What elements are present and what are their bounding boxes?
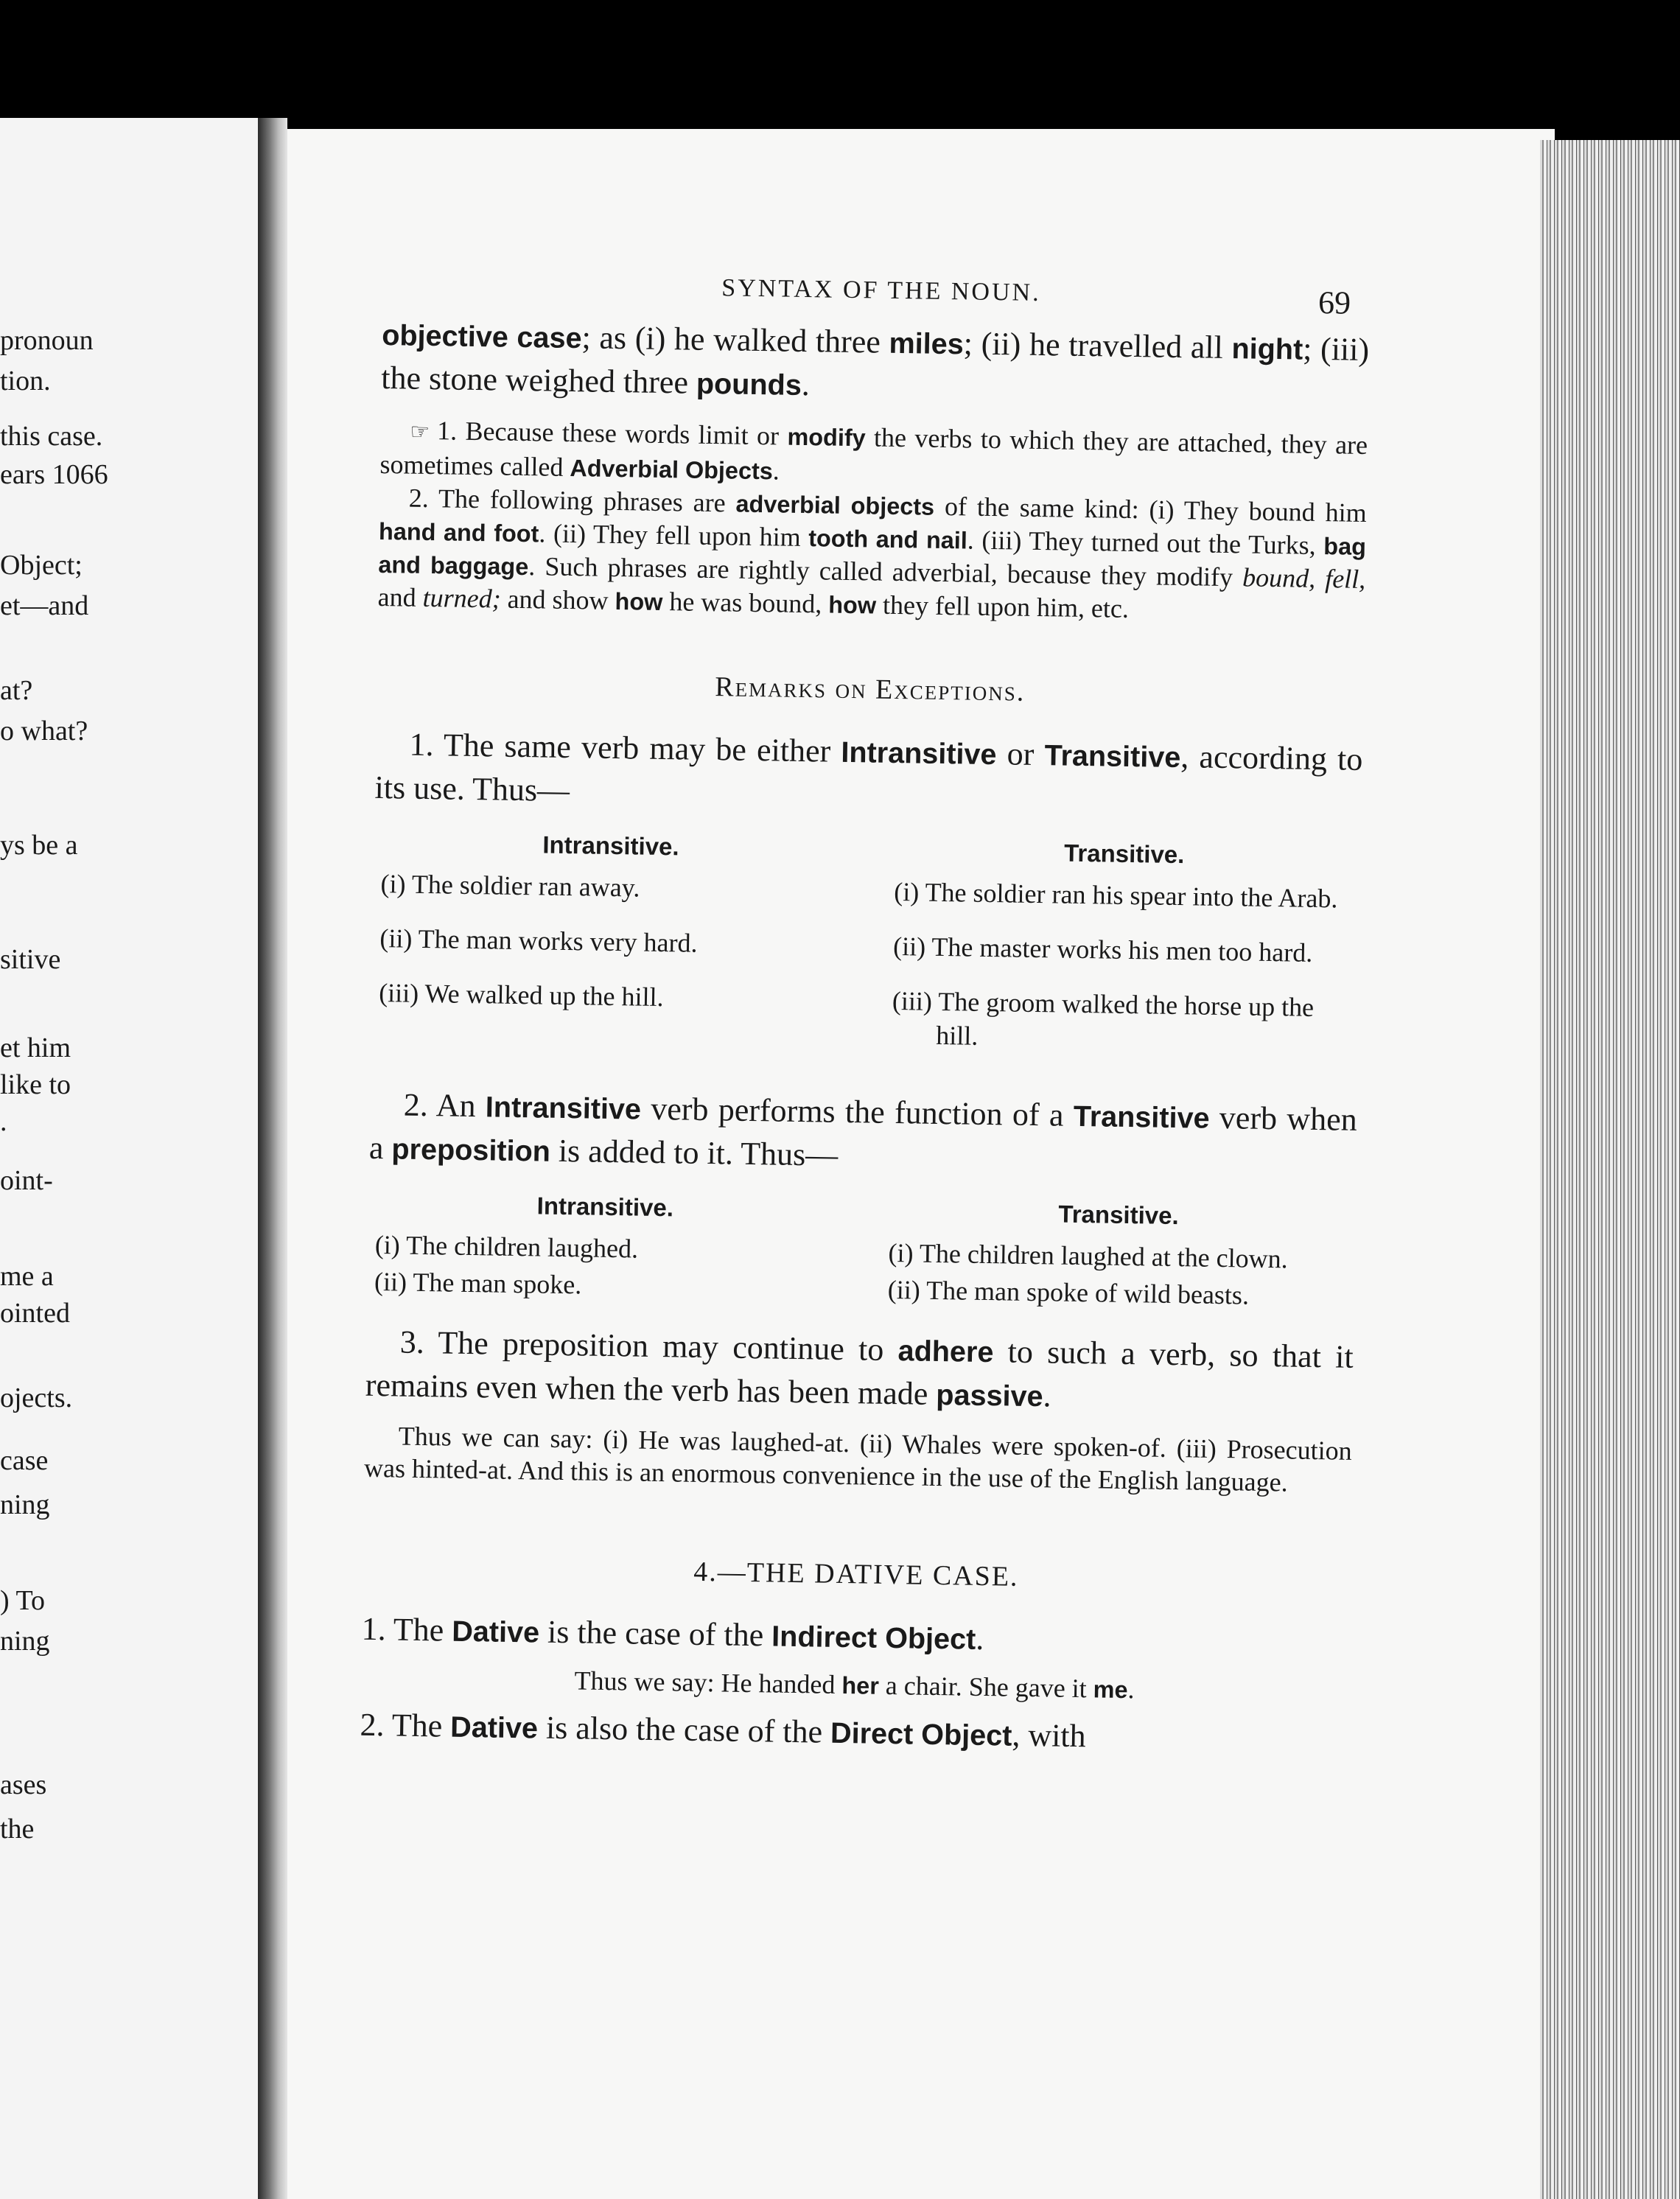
note-2: 2. The following phrases are adverbial objects of the same kind: (i) They bound him hand and foot. (ii) They fell upon him tooth and nail. (iii) They turned out the Turks, bag and baggage. Such phrases are rightly called adverbial, because they modify bound, fell, and turned; and show how he was bound, how they fell upon him, etc.	[377, 483, 1367, 623]
left-page-fragment: oint-	[0, 1165, 53, 1196]
left-page-fragment: ases	[0, 1769, 47, 1800]
left-page-fragment: the	[0, 1814, 35, 1845]
column-heading: Transitive.	[1058, 1200, 1179, 1230]
left-page-fragment: me a	[0, 1261, 54, 1292]
left-page-fragment: pronoun	[0, 325, 94, 356]
left-page-fragment: case	[0, 1445, 49, 1476]
example-item: (iii) The groom walked the horse up the hill.	[892, 985, 1315, 1051]
column-heading: Intransitive.	[536, 1192, 674, 1222]
note-1: ☞ 1. Because these words limit or modify the verbs to which they are attached, they are sometimes called Adverbial Objects.	[379, 416, 1368, 486]
left-page-fragment: et him	[0, 1032, 71, 1063]
left-page-fragment: o what?	[0, 716, 88, 747]
dative-point-2: 2. The Dative is also the case of the Direct Object, with	[360, 1706, 1087, 1755]
page-number: 69	[1317, 284, 1351, 321]
example-item: (i) The soldier ran away.	[380, 869, 640, 903]
remark-3: 3. The preposition may continue to adhere to such a verb, so that it remains even when the verb has been made passive.	[365, 1324, 1354, 1414]
intro-paragraph: objective case; as (i) he walked three miles; (ii) he travelled all night; (iii) the stone weighed three pounds.	[380, 318, 1370, 403]
dative-heading: 4.—THE DATIVE CASE.	[693, 1556, 1019, 1593]
book-binding	[258, 118, 287, 2199]
example-table-1	[371, 828, 1362, 1080]
example-item: (ii) The man spoke of wild beasts.	[887, 1274, 1250, 1310]
left-page-fragment: sitive	[0, 944, 61, 975]
column-heading: Transitive.	[1063, 839, 1185, 869]
remarks-heading: Remarks on Exceptions.	[714, 671, 1026, 707]
example-item: (i) The children laughed at the clown.	[888, 1237, 1289, 1274]
note-block	[377, 413, 1368, 629]
left-page-fragment: ears 1066	[0, 459, 108, 490]
left-page	[0, 118, 258, 2199]
example-item: (iii) We walked up the hill.	[378, 978, 664, 1013]
example-item: (ii) The man spoke.	[374, 1266, 582, 1300]
left-page-fragment: ojects.	[0, 1382, 73, 1413]
transitive-column	[883, 836, 1361, 1080]
example-item: (ii) The man works very hard.	[379, 923, 698, 958]
left-page-fragment: this case.	[0, 421, 103, 452]
left-page-fragment: ) To	[0, 1585, 46, 1616]
left-page-fragment: at?	[0, 675, 33, 706]
intransitive-column	[367, 1189, 842, 1309]
transitive-column	[880, 1198, 1355, 1317]
left-page-fragment: tion.	[0, 366, 51, 396]
intransitive-column	[371, 828, 848, 1071]
left-page-fragment: ys be a	[0, 830, 78, 861]
remark-3-example: Thus we can say: (i) He was laughed-at. (ii) Whales were spoken-of. (iii) Prosecution was hinted-at. And this is an enormous convenience in the use of the English language.	[363, 1421, 1352, 1497]
left-page-fragment: ning	[0, 1626, 50, 1657]
left-page-fragment: ning	[0, 1489, 50, 1520]
remark-2: 2. An Intransitive verb performs the function of a Transitive verb when a preposition is added to it. Thus—	[368, 1086, 1358, 1173]
example-item: (i) The soldier ran his spear into the Arab.	[893, 876, 1338, 914]
example-item: (ii) The master works his men too hard.	[892, 931, 1313, 968]
pointing-hand-icon: ☞	[409, 419, 430, 445]
running-title: SYNTAX OF THE NOUN.	[721, 274, 1041, 307]
left-page-fragment: like to	[0, 1069, 71, 1100]
example-table-2	[367, 1189, 1356, 1317]
left-page-fragment: Object;	[0, 550, 83, 581]
left-page-fragment: ointed	[0, 1298, 70, 1329]
page-content	[360, 254, 1371, 1763]
left-page-fragment: et—and	[0, 590, 89, 621]
dative-example: Thus we say: He handed her a chair. She gave it me.	[574, 1665, 1135, 1705]
column-heading: Intransitive.	[542, 831, 679, 861]
remark-1: 1. The same verb may be either Intransitive or Transitive, according to its use. Thus—	[374, 726, 1363, 809]
page-edges	[1540, 140, 1680, 2199]
dative-point-1: 1. The Dative is the case of the Indirect Object.	[361, 1610, 984, 1657]
example-item: (i) The children laughed.	[374, 1229, 639, 1264]
left-page-fragment: .	[0, 1106, 7, 1137]
